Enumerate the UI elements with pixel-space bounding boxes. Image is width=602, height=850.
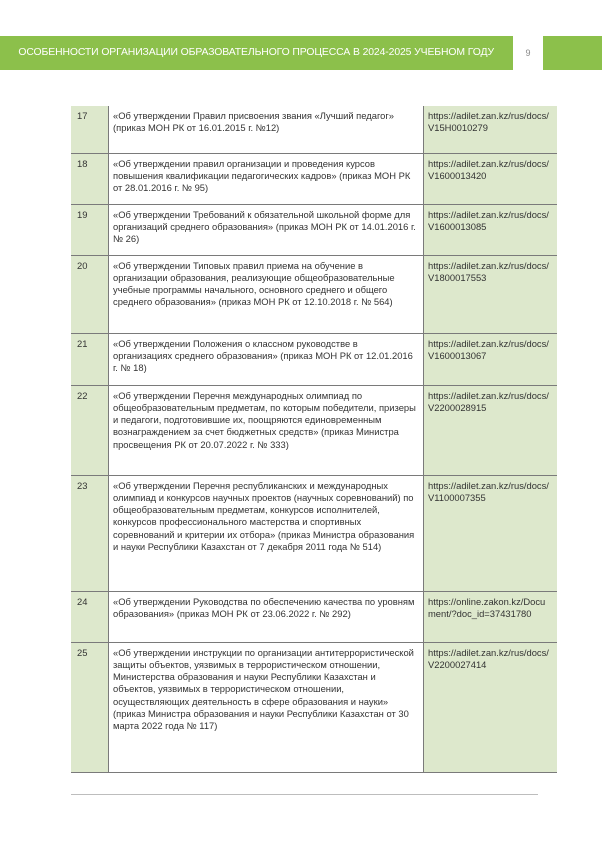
table-row [71, 204, 557, 255]
act-title: «Об утверждении инструкции по организации антитеррористической защиты объектов, уязвимых в террористическом отношении, Министерства образования и науки Республики Казахстан и объектов, уязвимых в террористическом отношении, осуществляющих деятельность в сфере образования и науки» (приказ Министра образования и науки Республики Казахстан от 30 марта 2022 года № 117) [109, 642, 424, 772]
row-number: 19 [71, 204, 109, 255]
table-row [71, 475, 557, 591]
table-row [71, 385, 557, 475]
table-row [71, 153, 557, 204]
row-number: 23 [71, 475, 109, 591]
row-number: 24 [71, 591, 109, 642]
table-row [71, 333, 557, 385]
act-link[interactable]: https://adilet.zan.kz/rus/docs/V2200027414 [424, 642, 558, 772]
act-link[interactable]: https://adilet.zan.kz/rus/docs/V1100007355 [424, 475, 558, 591]
act-link[interactable]: https://adilet.zan.kz/rus/docs/V1800017553 [424, 255, 558, 333]
act-title: «Об утверждении Руководства по обеспечению качества по уровням образования» (приказ МОН РК от 23.06.2022 г. № 292) [109, 591, 424, 642]
row-number: 20 [71, 255, 109, 333]
act-title: «Об утверждении Правил присвоения звания «Лучший педагог» (приказ МОН РК от 16.01.2015 г. №12) [109, 106, 424, 153]
legal-acts-table [71, 106, 557, 773]
act-link[interactable]: https://adilet.zan.kz/rus/docs/V1600013067 [424, 333, 558, 385]
row-number: 17 [71, 106, 109, 153]
header-title: ОСОБЕННОСТИ ОРГАНИЗАЦИИ ОБРАЗОВАТЕЛЬНОГО ПРОЦЕССА В 2024-2025 УЧЕБНОМ ГОДУ [18, 47, 494, 58]
table-row [71, 255, 557, 333]
table-row [71, 591, 557, 642]
table-row [71, 106, 557, 153]
act-title: «Об утверждении Типовых правил приема на обучение в организации образования, реализующие общеобразовательные учебные программы начального, основного среднего и общего среднего образования» (приказ МОН РК от 12.10.2018 г. № 564) [109, 255, 424, 333]
act-title: «Об утверждении Требований к обязательной школьной форме для организаций среднего образования» (приказ МОН РК от 14.01.2016 г. № 26) [109, 204, 424, 255]
act-link[interactable]: https://adilet.zan.kz/rus/docs/V15H0010279 [424, 106, 558, 153]
act-link[interactable]: https://adilet.zan.kz/rus/docs/V1600013085 [424, 204, 558, 255]
act-title: «Об утверждении Перечня международных олимпиад по общеобразовательным предметам, по которым победители, призеры и педагоги, подготовившие их, поощряются единовременным вознаграждением за счет бюджетных средств» (приказ Министра просвещения РК от 20.07.2022 г. № 333) [109, 385, 424, 475]
row-number: 25 [71, 642, 109, 772]
footer-divider [71, 794, 538, 795]
page-number-tab [513, 36, 543, 70]
table-row [71, 642, 557, 772]
row-number: 18 [71, 153, 109, 204]
act-title: «Об утверждении Перечня республиканских и международных олимпиад и конкурсов научных проектов (научных соревнований) по общеобразовательным предметам, конкурсов исполнителей, конкурсов профессионального мастерства и спортивных соревнований и критерии их отбора» (приказ Министра образования и науки Республики Казахстан от 7 декабря 2011 года № 514) [109, 475, 424, 591]
act-link[interactable]: https://online.zakon.kz/Document/?doc_id=37431780 [424, 591, 558, 642]
act-title: «Об утверждении правил организации и проведения курсов повышения квалификации педагогических кадров» (приказ МОН РК от 28.01.2016 г. № 95) [109, 153, 424, 204]
header-bar [0, 36, 602, 70]
act-link[interactable]: https://adilet.zan.kz/rus/docs/V1600013420 [424, 153, 558, 204]
act-title: «Об утверждении Положения о классном руководстве в организациях среднего образования» (приказ МОН РК от 12.01.2016 г. № 18) [109, 333, 424, 385]
row-number: 21 [71, 333, 109, 385]
row-number: 22 [71, 385, 109, 475]
page-number: 9 [525, 48, 531, 58]
act-link[interactable]: https://adilet.zan.kz/rus/docs/V2200028915 [424, 385, 558, 475]
